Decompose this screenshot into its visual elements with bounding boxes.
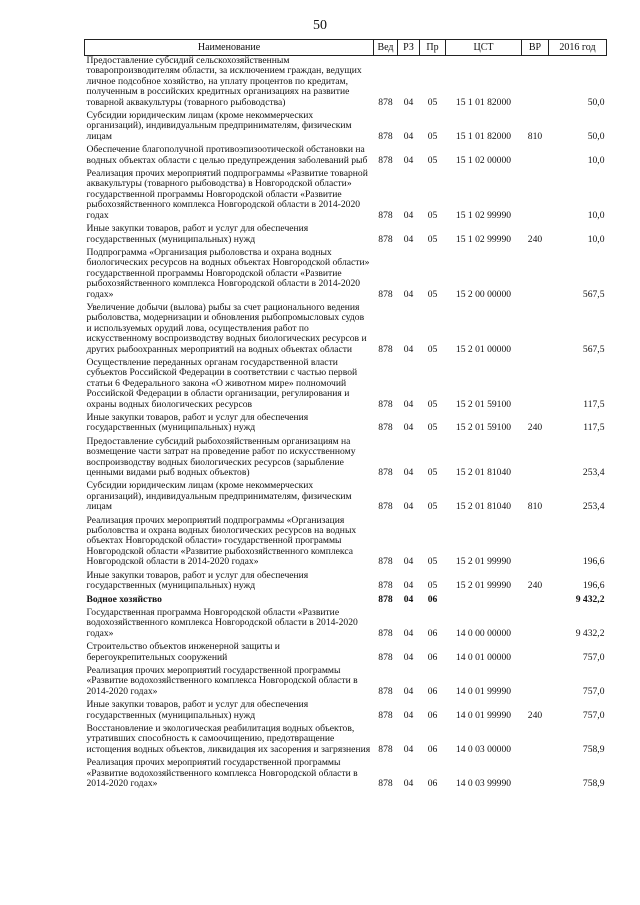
row-sum: 757,0 xyxy=(582,709,605,721)
row-vr xyxy=(522,437,549,482)
row-ved: 878 xyxy=(378,343,393,355)
row-name: Предоставление субсидий рыбохозяйственным организациям на возмещение части затрат на проведение работ по искусственному воспроизводству водных биологических ресурсов (зарыбление ценными видами рыб водных объектов) xyxy=(86,435,356,479)
table-row xyxy=(85,481,607,515)
row-pr: 05 xyxy=(427,501,438,513)
row-rz: 04 xyxy=(403,593,414,605)
row-pr: 05 xyxy=(427,580,438,592)
row-ved: 878 xyxy=(378,651,393,663)
table-row xyxy=(85,595,607,608)
row-name: Реализация прочих мероприятий государственной программы «Развитие водохозяйственного комплекса Новгородской области в 2014-2020 годах» xyxy=(86,664,358,697)
row-cst: 15 2 00 00000 xyxy=(455,288,512,300)
row-cst: 15 2 01 81040 xyxy=(455,501,512,513)
row-vr xyxy=(522,145,549,169)
row-pr: 06 xyxy=(427,778,438,789)
table-row xyxy=(85,248,607,303)
row-cst: 15 1 02 00000 xyxy=(455,154,512,166)
row-pr: 06 xyxy=(427,709,438,721)
row-pr: 06 xyxy=(427,651,438,663)
table-row xyxy=(85,437,607,482)
row-rz: 04 xyxy=(403,96,414,108)
row-sum: 117,5 xyxy=(583,422,605,434)
row-pr: 06 xyxy=(427,593,438,605)
row-pr: 06 xyxy=(427,685,438,697)
row-sum: 9 432,2 xyxy=(575,593,605,605)
row-vr xyxy=(522,595,549,608)
table-row xyxy=(85,666,607,700)
row-ved: 878 xyxy=(378,778,393,789)
row-cst: 15 2 01 99990 xyxy=(455,556,512,568)
row-ved: 878 xyxy=(378,556,393,568)
row-cst: 15 1 02 99990 xyxy=(455,209,512,221)
row-sum: 253,4 xyxy=(582,501,605,513)
row-ved: 878 xyxy=(378,398,393,410)
row-sum: 196,6 xyxy=(582,580,605,592)
row-ved: 878 xyxy=(378,130,393,142)
row-vr: 810 xyxy=(527,501,543,513)
row-pr: 05 xyxy=(427,343,438,355)
row-vr xyxy=(522,56,549,112)
row-pr: 05 xyxy=(427,288,438,300)
row-ved: 878 xyxy=(378,593,393,605)
table-row xyxy=(85,169,607,224)
row-rz: 04 xyxy=(403,343,414,355)
table-row xyxy=(85,642,607,666)
row-pr: 05 xyxy=(427,130,438,142)
row-pr: 05 xyxy=(427,398,438,410)
row-ved: 878 xyxy=(378,501,393,513)
row-vr: 240 xyxy=(527,422,543,434)
header-pr: Пр xyxy=(420,40,446,56)
row-name: Увеличение добычи (вылова) рыбы за счет рационального ведения рыболовства, модернизации и обновления рыбопромысловых судов и используемых орудий лова, осуществления работ по искусственному воспроизводству водных биологических ресурсов и других рыбоохранных мероприятий на водных объектах области xyxy=(86,301,367,355)
table-row xyxy=(85,303,607,358)
row-pr: 05 xyxy=(427,556,438,568)
table-row xyxy=(85,145,607,169)
row-cst: 14 0 03 00000 xyxy=(455,743,512,755)
row-rz: 04 xyxy=(403,743,414,755)
row-vr xyxy=(522,303,549,358)
header-name: Наименование xyxy=(85,40,374,56)
table-row xyxy=(85,608,607,642)
row-name: Реализация прочих мероприятий государственной программы «Развитие водохозяйственного комплекса Новгородской области в 2014-2020 годах» xyxy=(86,757,358,789)
row-cst: 15 1 01 82000 xyxy=(455,130,512,142)
table-row xyxy=(85,571,607,595)
row-pr: 05 xyxy=(427,154,438,166)
row-ved: 878 xyxy=(378,96,393,108)
row-sum: 9 432,2 xyxy=(575,627,605,639)
row-rz: 04 xyxy=(403,467,414,479)
row-pr: 05 xyxy=(427,233,438,245)
row-name: Подпрограмма «Организация рыболовства и охрана водных биологических ресурсов на водных объектах Новгородской области» государственной программы Новгородской области «Развитие рыбохозяйственного комплекса Новгородской области в 2014-2020 годах» xyxy=(86,246,370,300)
row-cst xyxy=(446,595,522,608)
row-pr: 05 xyxy=(427,467,438,479)
row-rz: 04 xyxy=(403,233,414,245)
row-cst: 14 0 01 00000 xyxy=(455,651,512,663)
row-pr: 05 xyxy=(427,209,438,221)
row-cst: 14 0 01 99990 xyxy=(455,709,512,721)
budget-table xyxy=(84,39,607,792)
row-vr xyxy=(522,248,549,303)
row-name: Реализация прочих мероприятий подпрограммы «Развитие товарной аквакультуры (товарного рыбоводства) в Новгородской области» государственной программы Новгородской области «Развитие рыбохозяйственного комплекса Новгородской области в 2014-2020 годах xyxy=(86,168,368,221)
row-cst: 15 2 01 59100 xyxy=(455,422,512,434)
row-cst: 15 2 01 81040 xyxy=(455,467,512,479)
row-ved: 878 xyxy=(378,467,393,479)
row-name: Иные закупки товаров, работ и услуг для обеспечения государственных (муниципальных) нужд xyxy=(86,223,309,245)
table-row xyxy=(85,111,607,145)
row-vr: 810 xyxy=(527,130,543,142)
row-name: Осуществление переданных органам государственной власти субъектов Российской Федерации в соответствии с частью первой статьи 6 Федерального закона «О животном мире» полномочий Российской Федерации в области организации, регулирования и охраны водных биологических ресурсов xyxy=(86,356,358,410)
row-pr: 06 xyxy=(427,743,438,755)
row-vr xyxy=(522,666,549,700)
row-rz: 04 xyxy=(403,778,414,789)
row-rz: 04 xyxy=(403,627,414,639)
row-name: Государственная программа Новгородской области «Развитие водохозяйственного комплекса Новгородской области в 2014-2020 годах» xyxy=(86,606,358,639)
row-name: Реализация прочих мероприятий подпрограммы «Организация рыболовства и охрана водных биологических ресурсов на водных объектах Новгородской области» государственной программы Новгородской области «Развитие рыбохозяйственного комплекса Новгородской области в 2014-2020 годах» xyxy=(86,514,357,568)
row-name: Субсидии юридическим лицам (кроме некоммерческих организаций), индивидуальным предпринимателям, физическим лицам xyxy=(86,110,352,142)
row-sum: 10,0 xyxy=(587,209,605,221)
table-header-row xyxy=(85,40,607,56)
row-ved: 878 xyxy=(378,709,393,721)
header-year: 2016 год xyxy=(549,40,607,56)
row-sum: 50,0 xyxy=(587,130,605,142)
row-sum: 757,0 xyxy=(582,685,605,697)
row-ved: 878 xyxy=(378,154,393,166)
header-ved: Вед xyxy=(374,40,398,56)
row-ved: 878 xyxy=(378,743,393,755)
row-cst: 15 2 01 59100 xyxy=(455,398,512,410)
row-rz: 04 xyxy=(403,288,414,300)
table-row xyxy=(85,724,607,758)
row-sum: 117,5 xyxy=(583,398,605,410)
row-vr xyxy=(522,724,549,758)
row-ved: 878 xyxy=(378,233,393,245)
row-vr xyxy=(522,608,549,642)
row-pr: 06 xyxy=(427,627,438,639)
row-sum: 567,5 xyxy=(582,288,605,300)
row-cst: 15 1 02 99990 xyxy=(455,233,512,245)
table-row xyxy=(85,56,607,112)
row-vr xyxy=(522,169,549,224)
row-rz: 04 xyxy=(403,209,414,221)
row-cst: 15 1 01 82000 xyxy=(455,96,512,108)
row-ved: 878 xyxy=(378,288,393,300)
row-sum: 196,6 xyxy=(582,556,605,568)
row-cst: 14 0 01 99990 xyxy=(455,685,512,697)
table-row xyxy=(85,516,607,571)
table-row xyxy=(85,358,607,413)
row-vr xyxy=(522,358,549,413)
row-ved: 878 xyxy=(378,209,393,221)
row-vr xyxy=(522,516,549,571)
row-sum: 758,9 xyxy=(582,778,605,789)
row-vr xyxy=(522,642,549,666)
row-cst: 15 2 01 99990 xyxy=(455,580,512,592)
table-row xyxy=(85,758,607,792)
row-ved: 878 xyxy=(378,580,393,592)
header-vr: ВР xyxy=(522,40,549,56)
row-name: Обеспечение благополучной противоэпизоотической обстановки на водных объектах области с целью предупреждения заболеваний рыб xyxy=(86,144,368,166)
row-vr: 240 xyxy=(527,233,543,245)
row-cst: 14 0 00 00000 xyxy=(455,627,512,639)
row-ved: 878 xyxy=(378,685,393,697)
row-rz: 04 xyxy=(403,651,414,663)
row-sum: 50,0 xyxy=(587,96,605,108)
row-sum: 253,4 xyxy=(582,467,605,479)
row-name: Предоставление субсидий сельскохозяйственным товаропроизводителям области, за исключением граждан, ведущих личное подсобное хозяйство, на уплату процентов по кредитам, полученным в российских кредитных организациях на развитие товарной аквакультуры (товарного рыбоводства) xyxy=(86,55,362,108)
row-cst: 14 0 03 99990 xyxy=(455,778,512,789)
table-row xyxy=(85,413,607,437)
row-rz: 04 xyxy=(403,130,414,142)
row-sum: 10,0 xyxy=(587,233,605,245)
row-rz: 04 xyxy=(403,154,414,166)
row-name: Иные закупки товаров, работ и услуг для обеспечения государственных (муниципальных) нужд xyxy=(86,412,309,434)
row-vr: 240 xyxy=(527,580,543,592)
row-sum: 10,0 xyxy=(587,154,605,166)
row-vr xyxy=(522,758,549,792)
row-sum: 757,0 xyxy=(582,651,605,663)
row-name: Водное хозяйство xyxy=(86,593,162,605)
row-pr: 05 xyxy=(427,96,438,108)
row-cst: 15 2 01 00000 xyxy=(455,343,512,355)
row-rz: 04 xyxy=(403,709,414,721)
row-rz: 04 xyxy=(403,580,414,592)
row-name: Строительство объектов инженерной защиты и берегоукрепительных сооружений xyxy=(86,641,280,663)
row-name: Субсидии юридическим лицам (кроме некоммерческих организаций), индивидуальным предпринимателям, физическим лицам xyxy=(86,480,352,513)
row-pr: 05 xyxy=(427,422,438,434)
table-row xyxy=(85,700,607,724)
row-sum: 758,9 xyxy=(582,743,605,755)
row-rz: 04 xyxy=(403,556,414,568)
row-rz: 04 xyxy=(403,422,414,434)
table-row xyxy=(85,224,607,248)
row-vr: 240 xyxy=(527,709,543,721)
header-rz: РЗ xyxy=(398,40,420,56)
header-cst: ЦСТ xyxy=(446,40,522,56)
row-sum: 567,5 xyxy=(582,343,605,355)
row-name: Восстановление и экологическая реабилитация водных объектов, утративших способность к самоочищению, предотвращение истощения водных объектов, ликвидация их засорения и загрязнения xyxy=(86,722,371,755)
row-rz: 04 xyxy=(403,398,414,410)
row-ved: 878 xyxy=(378,422,393,434)
row-name: Иные закупки товаров, работ и услуг для обеспечения государственных (муниципальных) нужд xyxy=(86,569,309,592)
page-number: 50 xyxy=(313,18,327,33)
row-rz: 04 xyxy=(403,685,414,697)
row-rz: 04 xyxy=(403,501,414,513)
row-ved: 878 xyxy=(378,627,393,639)
row-name: Иные закупки товаров, работ и услуг для обеспечения государственных (муниципальных) нужд xyxy=(86,699,309,721)
